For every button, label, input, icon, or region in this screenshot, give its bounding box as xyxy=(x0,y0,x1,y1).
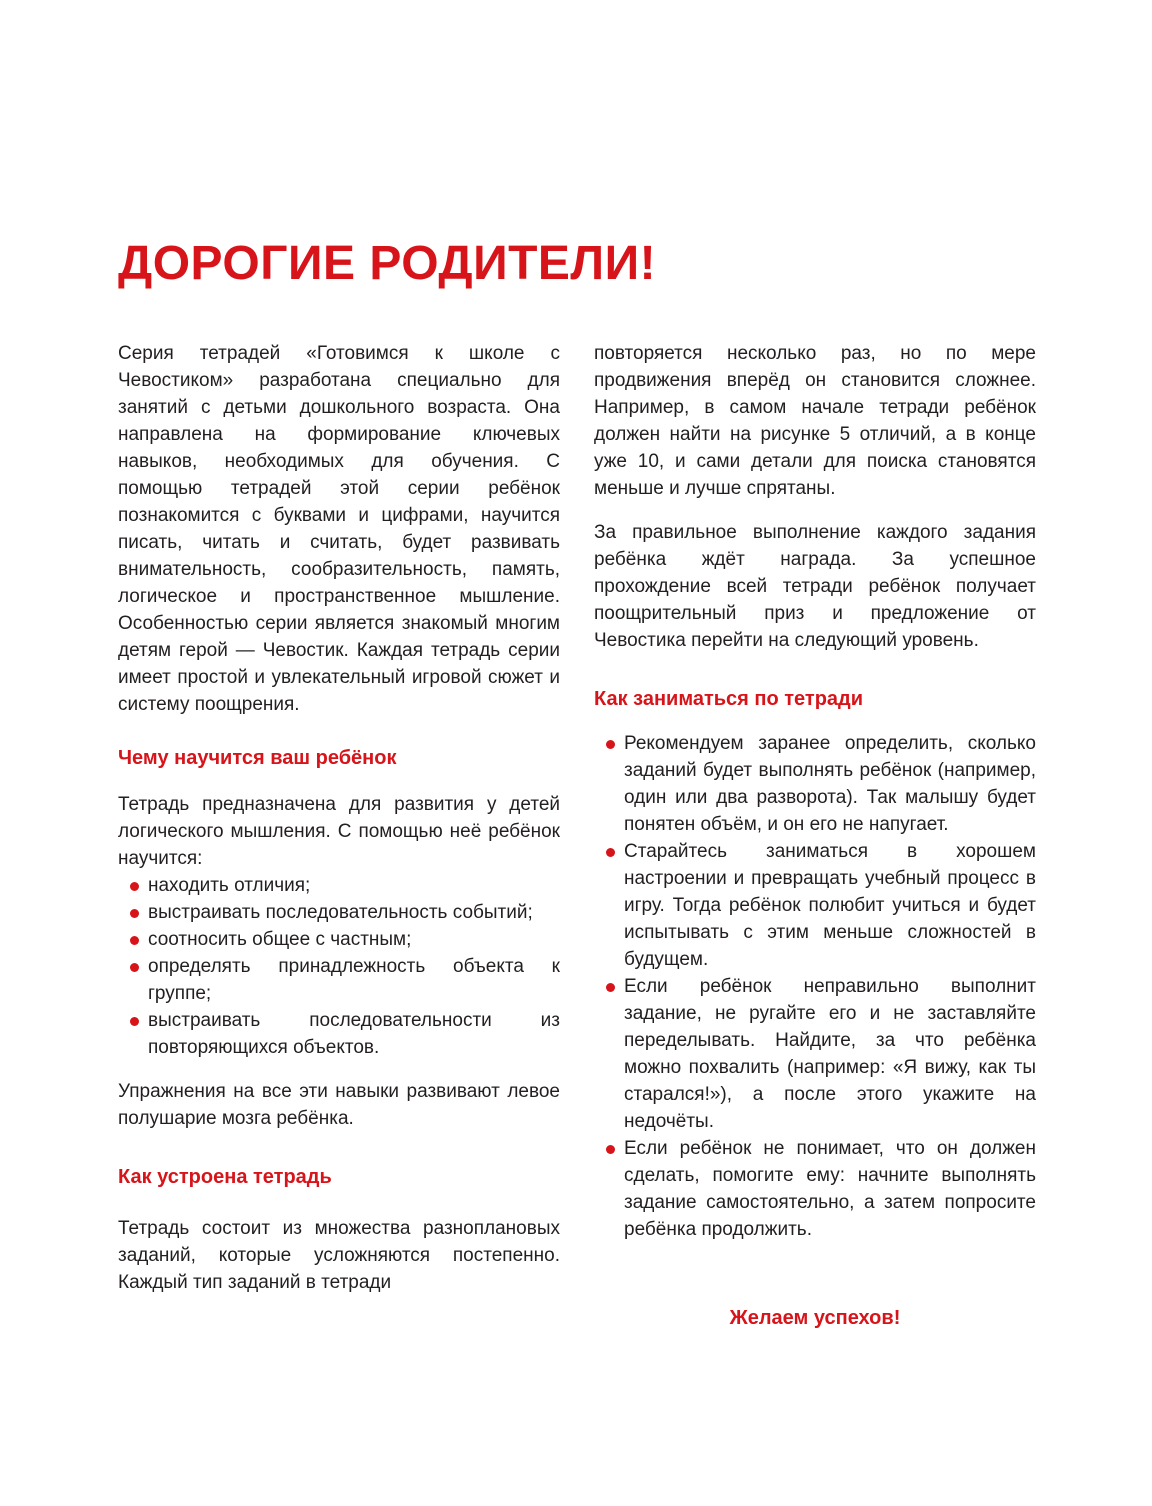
list-item: Старайтесь заниматься в хорошем настроении и превращать учебный процесс в игру. Тогда ребёнок полюбит учиться и будет испытывать с этим меньше сложностей в будущем. xyxy=(624,838,1036,973)
closing-wish: Желаем успехов! xyxy=(729,1307,901,1329)
page-title: ДОРОГИЕ РОДИТЕЛИ! xyxy=(118,237,657,290)
tips-list xyxy=(624,730,1036,1243)
list-item: Если ребёнок неправильно выполнит задание, не ругайте его и не заставляйте переделывать. Найдите, за что ребёнка можно похвалить (например: «Я вижу, как ты старался!»), а после этого укажите на недочёты. xyxy=(624,973,1036,1135)
list-item: выстраивать последовательности из повторяющихся объектов. xyxy=(148,1007,560,1061)
list-item: определять принадлежность объекта к группе; xyxy=(148,953,560,1007)
bullet-icon xyxy=(130,1017,139,1026)
section-paragraph-purpose: Тетрадь предназначена для развития у детей логического мышления. С помощью неё ребёнок научится: xyxy=(118,794,560,869)
skills-list xyxy=(148,872,560,1061)
section-heading-how-to-study: Как заниматься по тетради xyxy=(594,688,864,710)
section-paragraph-structure: Тетрадь состоит из множества разноплановых заданий, которые усложняются постепенно. Каждый тип заданий в тетради xyxy=(118,1218,560,1293)
bullet-icon xyxy=(606,848,615,857)
list-item: соотносить общее с частным; xyxy=(148,926,560,953)
bullet-icon xyxy=(606,983,615,992)
bullet-icon xyxy=(130,963,139,972)
bullet-icon xyxy=(606,740,615,749)
section-heading-what-learns: Чему научится ваш ребёнок xyxy=(118,747,397,769)
list-item: находить отличия; xyxy=(148,872,560,899)
bullet-icon xyxy=(130,882,139,891)
section-heading-structure: Как устроена тетрадь xyxy=(118,1166,332,1188)
intro-paragraph: Серия тетрадей «Готовимся к школе с Чевостиком» разработана специально для занятий с детьми дошкольного возраста. Она направлена на формирование ключевых навыков, необходимых для обучения. С помощью тетрадей этой серии ребёнок познакомится с буквами и цифрами, научится писать, читать и считать, будет развивать внимательность, сообразительность, память, логическое и пространственное мышление. Особенностью серии является знакомый многим детям герой — Чевостик. Каждая тетрадь серии имеет простой и увлекательный игровой сюжет и систему поощрения. xyxy=(118,343,560,715)
list-item: Рекомендуем заранее определить, сколько заданий будет выполнять ребёнок (например, один или два разворота). Так малышу будет понятен объём, и он его не напугает. xyxy=(624,730,1036,838)
section-paragraph-outro: Упражнения на все эти навыки развивают левое полушарие мозга ребёнка. xyxy=(118,1081,560,1129)
reward-paragraph: За правильное выполнение каждого задания ребёнка ждёт награда. За успешное прохождение всей тетради ребёнок получает поощрительный приз и предложение от Чевостика перейти на следующий уровень. xyxy=(594,522,1036,651)
list-item: выстраивать последовательность событий; xyxy=(148,899,560,926)
bullet-icon xyxy=(130,936,139,945)
bullet-icon xyxy=(606,1145,615,1154)
continuation-paragraph: повторяется несколько раз, но по мере продвижения вперёд он становится сложнее. Например, в самом начале тетради ребёнок должен найти на рисунке 5 отличий, а в конце уже 10, и сами детали для поиска становятся меньше и лучше спрятаны. xyxy=(594,343,1036,499)
left-column xyxy=(118,340,560,1296)
right-column xyxy=(594,340,1036,1243)
bullet-icon xyxy=(130,909,139,918)
list-item: Если ребёнок не понимает, что он должен сделать, помогите ему: начните выполнять задание самостоятельно, а затем попросите ребёнка продолжить. xyxy=(624,1135,1036,1243)
